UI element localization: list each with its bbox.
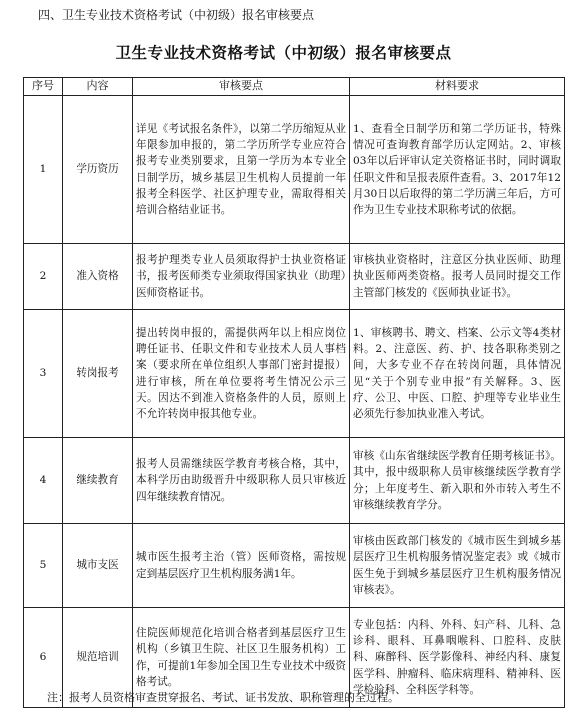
header-material-requirements: 材料要求 — [350, 78, 565, 96]
document-title: 卫生专业技术资格考试（中初级）报名审核要点 — [115, 44, 452, 62]
row-content: 城市支医 — [63, 524, 133, 608]
row-content: 准入资格 — [63, 244, 133, 310]
row-number: 6 — [24, 608, 63, 708]
row-review-points: 报考护理类专业人员须取得护士执业资格证书，报考医师类专业须取得国家执业（助理）医师资格证书。 — [133, 244, 350, 310]
row-material-requirements: 专业包括：内科、外科、妇产科、儿科、急诊科、眼科、耳鼻咽喉科、口腔科、皮肤科、麻醉科、医学影像科、神经内科、康复医学科、肿瘤科、临床病理科、精神科、医学检验科、全科医学科等。 — [350, 608, 565, 708]
row-number: 3 — [24, 310, 63, 438]
header-review-points: 审核要点 — [133, 78, 350, 96]
table-header-row — [24, 78, 565, 96]
row-number: 1 — [24, 96, 63, 244]
row-review-points: 报考人员需继续医学教育考核合格，其中，本科学历由助级晋升中级职称人员只审核近四年继续教育情况。 — [133, 438, 350, 524]
row-content: 继续教育 — [63, 438, 133, 524]
row-review-points: 住院医师规范化培训合格者到基层医疗卫生机构（乡镇卫生院、社区卫生服务机构）工作，可提前1年参加全国卫生专业技术中级资格考试。 — [133, 608, 350, 708]
row-number: 2 — [24, 244, 63, 310]
row-material-requirements: 1、审核聘书、聘文、档案、公示文等4类材料。2、注意医、药、护、技各职称类别之间，大多专业不存在转岗问题，具体情况见“关于个别专业申报”有关解释。3、医疗、公卫、中医、口腔、护理等专业毕业生必须先行参加执业准入考试。 — [350, 310, 565, 438]
table-row — [24, 438, 565, 524]
footnote: 注：报考人员资格审查贯穿报名、考试、证书发放、职称管理的全过程。 — [47, 691, 399, 704]
row-material-requirements: 审核由医政部门核发的《城市医生到城乡基层医疗卫生机构服务情况鉴定表》或《城市医生免于到城乡基层医疗卫生机构服务情况审核表》。 — [350, 524, 565, 608]
header-content: 内容 — [63, 78, 133, 96]
row-material-requirements: 审核执业资格时，注意区分执业医师、助理执业医师两类资格。报考人员同时提交工作主管部门核发的《医师执业证书》。 — [350, 244, 565, 310]
row-content: 规范培训 — [63, 608, 133, 708]
row-number: 5 — [24, 524, 63, 608]
header-number: 序号 — [24, 78, 63, 96]
section-heading: 四、卫生专业技术资格考试（中初级）报名审核要点 — [38, 8, 315, 22]
row-review-points: 提出转岗申报的，需提供两年以上相应岗位聘任证书、任职文件和专业技术人员人事档案（要求所在单位组织人事部门密封提报）进行审核，所在单位要将考生情况公示三天。因达不到准入资格条件的人员，原则上不允许转岗申报其他专业。 — [133, 310, 350, 438]
row-material-requirements: 审核《山东省继续医学教育任期考核证书》。其中，报中级职称人员审核继续医学教育学分；上年度考生、新入职和外市转入考生不审核继续教育学分。 — [350, 438, 565, 524]
row-content: 学历资历 — [63, 96, 133, 244]
table-row — [24, 310, 565, 438]
row-content: 转岗报考 — [63, 310, 133, 438]
table-row — [24, 524, 565, 608]
row-review-points: 城市医生报考主治（管）医师资格，需按规定到基层医疗卫生机构服务满1年。 — [133, 524, 350, 608]
table-row — [24, 244, 565, 310]
row-number: 4 — [24, 438, 63, 524]
review-table — [23, 77, 565, 708]
row-material-requirements: 1、查看全日制学历和第二学历证书，特殊情况可查询教育部学历认定网站。2、审核03年以后评审认定关资格证书时，同时调取任职文件和呈报表原件查看。3、2017年12月30日以后取得的第二学历满三年后，方可作为卫生专业技术职称考试的依据。 — [350, 96, 565, 244]
table-row — [24, 96, 565, 244]
row-review-points: 详见《考试报名条件》，以第二学历缩短从业年限参加申报的，第二学历所学专业应符合报考专业类别要求，且第一学历为本专业全日制学历，城乡基层卫生机构人员提前一年报考全科医学、社区护理专业，需取得相关培训合格结业证书。 — [133, 96, 350, 244]
